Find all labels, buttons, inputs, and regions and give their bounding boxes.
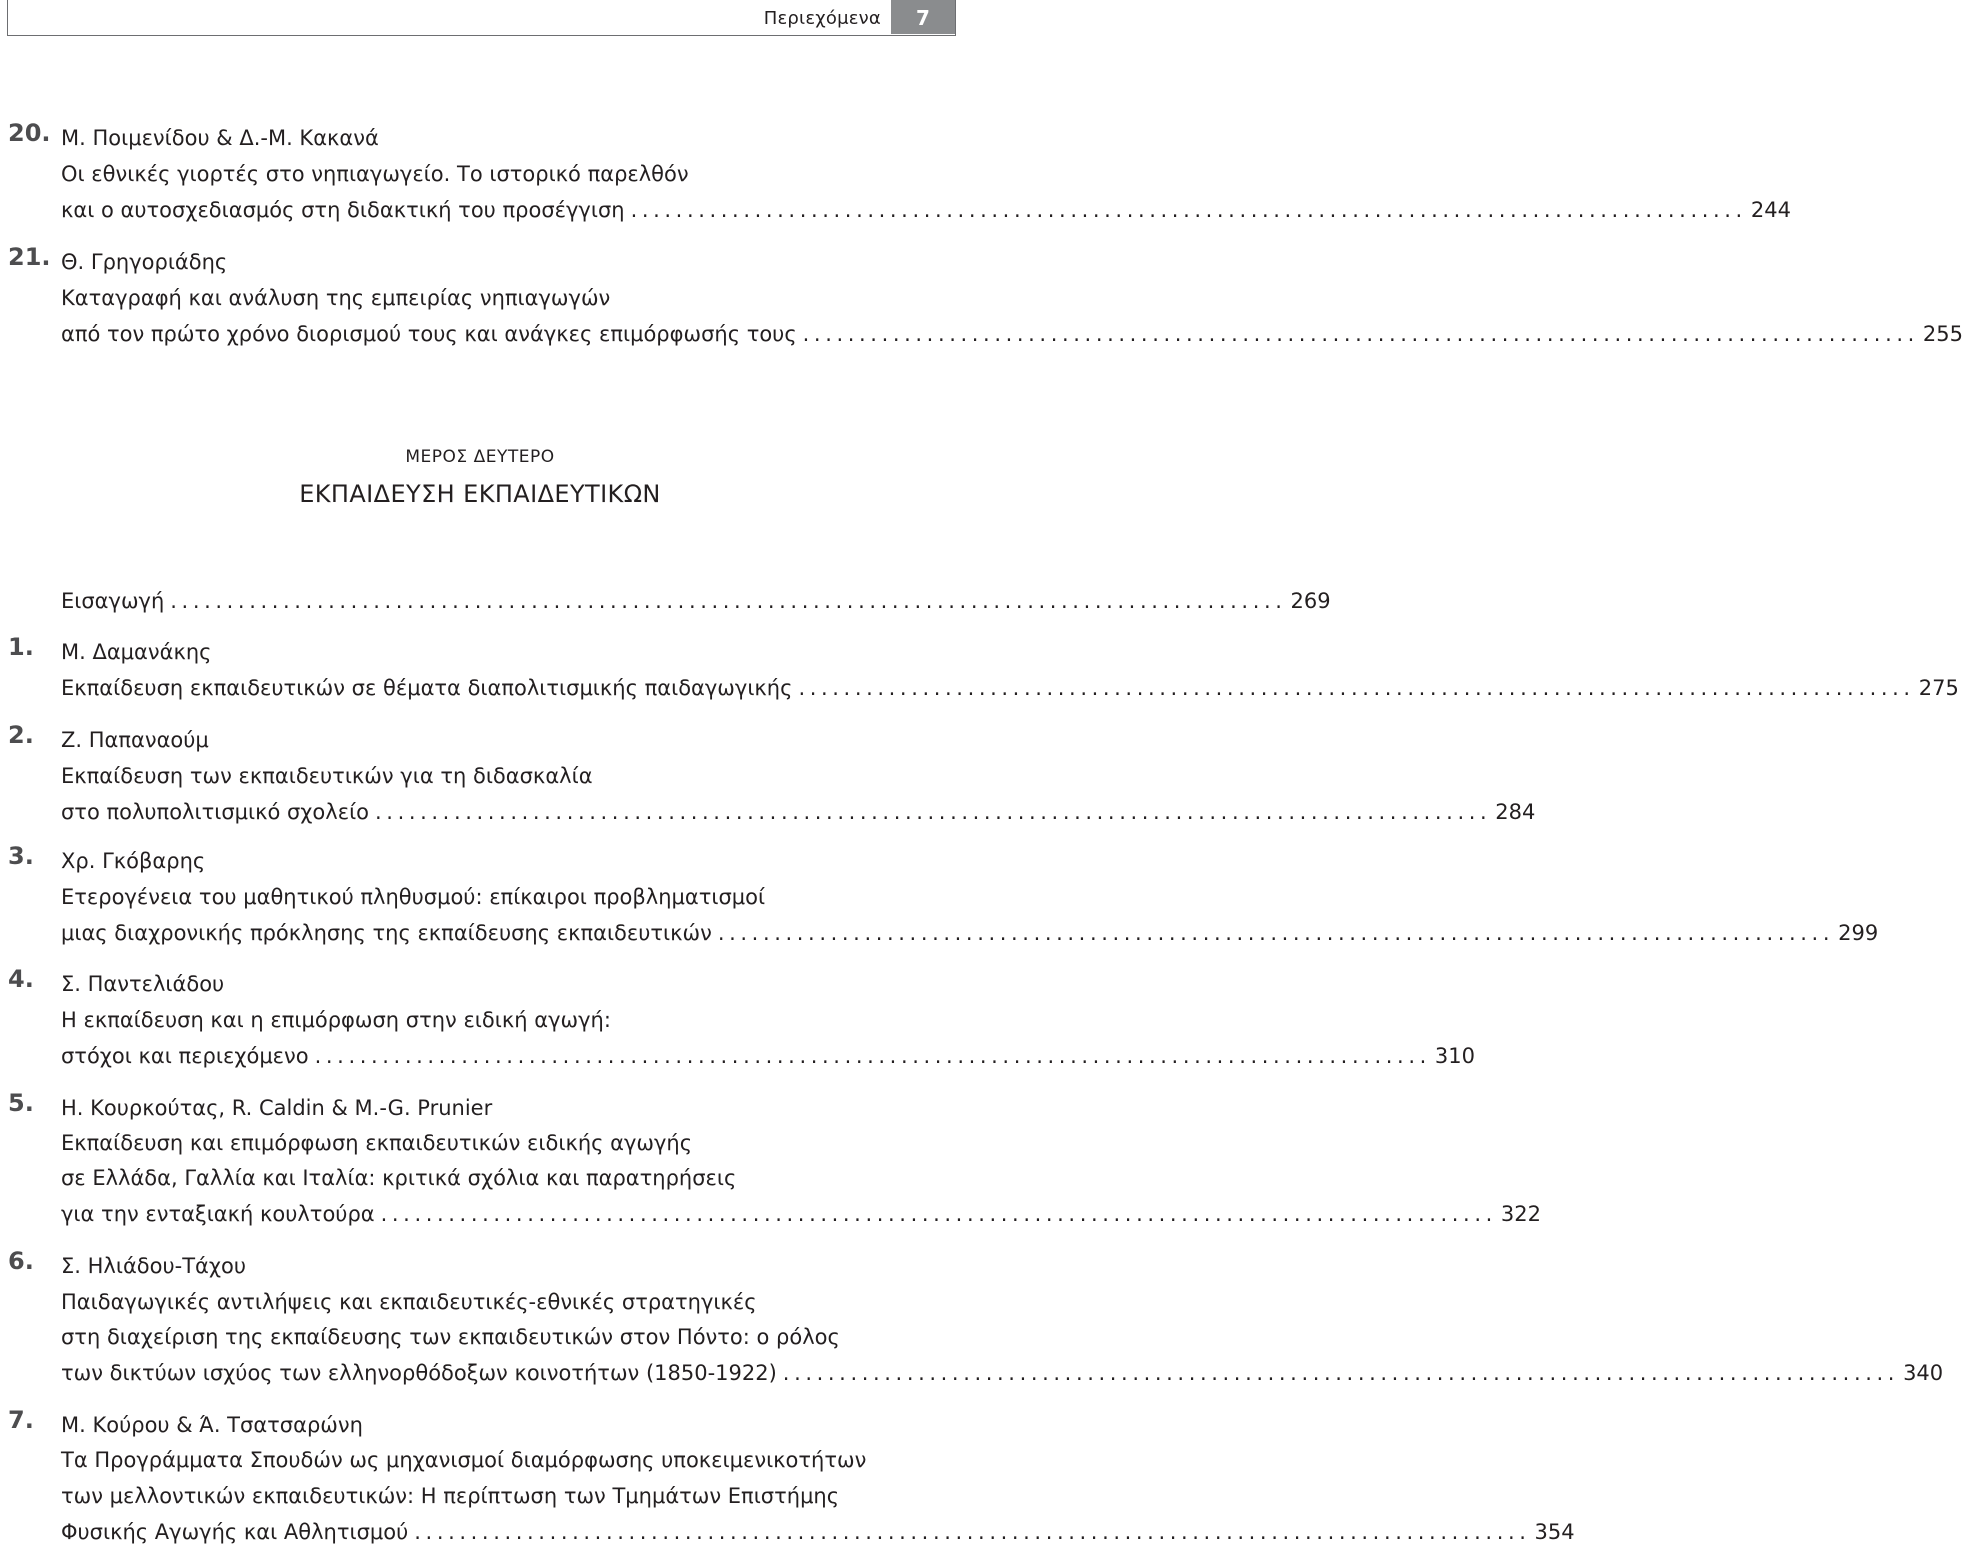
entry-page-number: 354	[1534, 1520, 1575, 1544]
entry-title-line	[61, 1199, 1541, 1229]
entry-title-line: Εκπαίδευση των εκπαιδευτικών για τη διδασκαλία	[61, 764, 593, 788]
dot-leader: ...................................................................................................	[798, 676, 1915, 700]
dot-leader: ...................................................................................................	[170, 589, 1287, 613]
entry-title-text: από τον πρώτο χρόνο διορισμού τους και ανάγκες επιμόρφωσής τους	[61, 322, 797, 346]
entry-number: 1.	[8, 633, 34, 661]
entry-number: 3.	[8, 842, 34, 870]
entry-number: 6.	[8, 1247, 34, 1275]
entry-title-line: Ετερογένεια του μαθητικού πληθυσμού: επίκαιροι προβληματισμοί	[61, 885, 766, 909]
entry-page-number: 299	[1838, 921, 1879, 945]
entry-page-number: 322	[1500, 1202, 1541, 1226]
entry-author: Η. Κουρκούτας, R. Caldin & M.-G. Prunier	[61, 1096, 493, 1120]
entry-title-line: Εκπαίδευση και επιμόρφωση εκπαιδευτικών ειδικής αγωγής	[61, 1131, 693, 1155]
entry-page-number: 255	[1922, 322, 1963, 346]
entry-title-text: των δικτύων ισχύος των ελληνορθόδοξων κοινοτήτων (1850-1922)	[61, 1361, 777, 1385]
entry-title-line: σε Ελλάδα, Γαλλία και Ιταλία: κριτικά σχόλια και παρατηρήσεις	[61, 1166, 737, 1190]
entry-number: 2.	[8, 721, 34, 749]
entry-title-line	[61, 1358, 1944, 1388]
entry-page-number: 284	[1495, 800, 1536, 824]
entry-title-line	[61, 797, 1536, 827]
entry-title-line	[61, 673, 1959, 703]
entry-page-number: 310	[1434, 1044, 1475, 1068]
entry-title-line: Παιδαγωγικές αντιλήψεις και εκπαιδευτικές-εθνικές στρατηγικές	[61, 1290, 757, 1314]
entry-title-line	[61, 918, 1879, 948]
entry-number: 7.	[8, 1406, 34, 1434]
entry-title-line	[61, 1041, 1475, 1071]
entry-title-line: Η εκπαίδευση και η επιμόρφωση στην ειδική αγωγή:	[61, 1008, 611, 1032]
entry-author: Χρ. Γκόβαρης	[61, 849, 206, 873]
entry-title-text: μιας διαχρονικής πρόκλησης της εκπαίδευσης εκπαιδευτικών	[61, 921, 712, 945]
entry-author: Μ. Κούρου & Ά. Τσατσαρώνη	[61, 1413, 363, 1437]
entry-title-text: και ο αυτοσχεδιασμός στη διδακτική του προσέγγιση	[61, 198, 625, 222]
entry-number: 5.	[8, 1089, 34, 1117]
dot-leader: ...................................................................................................	[414, 1520, 1531, 1544]
dot-leader: ...................................................................................................	[375, 800, 1492, 824]
entry-title-line: των μελλοντικών εκπαιδευτικών: Η περίπτωση των Τμημάτων Επιστήμης	[61, 1484, 840, 1508]
dot-leader: ...................................................................................................	[630, 198, 1747, 222]
entry-title-line: Καταγραφή και ανάλυση της εμπειρίας νηπιαγωγών	[61, 286, 611, 310]
entry-page-number: 340	[1903, 1361, 1944, 1385]
entry-author: Ζ. Παπαναούμ	[61, 728, 209, 752]
entry-title-text: για την ενταξιακή κουλτούρα	[61, 1202, 375, 1226]
entry-page-number: 244	[1750, 198, 1791, 222]
part-title: ΕΚΠΑΙΔΕΥΣΗ ΕΚΠΑΙΔΕΥΤΙΚΩΝ	[299, 480, 661, 508]
entry-title-line: Τα Προγράμματα Σπουδών ως μηχανισμοί διαμόρφωσης υποκειμενικοτήτων	[61, 1448, 867, 1472]
part-label: ΜΕΡΟΣ ΔΕΥΤΕΡΟ	[405, 447, 555, 467]
entry-title-line	[61, 195, 1791, 225]
entry-author: Μ. Ποιμενίδου & Δ.-Μ. Κακανά	[61, 126, 379, 150]
entry-number: 21.	[8, 243, 51, 271]
entry-author: Σ. Ηλιάδου-Τάχου	[61, 1254, 247, 1278]
entry-title-text: Φυσικής Αγωγής και Αθλητισμού	[61, 1520, 409, 1544]
entry-title-line	[61, 319, 1963, 349]
entry-author: Μ. Δαμανάκης	[61, 640, 212, 664]
dot-leader: ...................................................................................................	[380, 1202, 1497, 1226]
entry-number: 20.	[8, 119, 51, 147]
entry-author: Θ. Γρηγοριάδης	[61, 250, 228, 274]
entry-title-text: Εισαγωγή	[61, 589, 165, 613]
entry-page-number: 275	[1918, 676, 1959, 700]
entry-title-line: στη διαχείριση της εκπαίδευσης των εκπαιδευτικών στον Πόντο: ο ρόλος	[61, 1325, 840, 1349]
entry-title-text: στόχοι και περιεχόμενο	[61, 1044, 309, 1068]
entry-title-line	[61, 586, 1331, 616]
header-page-number: 7	[891, 0, 955, 34]
entry-title-line	[61, 1517, 1575, 1547]
entry-author: Σ. Παντελιάδου	[61, 972, 225, 996]
dot-leader: ...................................................................................................	[717, 921, 1835, 945]
entry-number: 4.	[8, 965, 34, 993]
entry-title-text: στο πολυπολιτισμικό σχολείο	[61, 800, 370, 824]
entry-title-line: Οι εθνικές γιορτές στο νηπιαγωγείο. Το ιστορικό παρελθόν	[61, 162, 689, 186]
dot-leader: ...................................................................................................	[802, 322, 1919, 346]
entry-title-text: Εκπαίδευση εκπαιδευτικών σε θέματα διαπολιτισμικής παιδαγωγικής	[61, 676, 793, 700]
running-header	[7, 0, 956, 36]
dot-leader: ...................................................................................................	[782, 1361, 1900, 1385]
header-title: Περιεχόμενα	[763, 8, 881, 29]
entry-page-number: 269	[1290, 589, 1331, 613]
dot-leader: ...................................................................................................	[314, 1044, 1431, 1068]
